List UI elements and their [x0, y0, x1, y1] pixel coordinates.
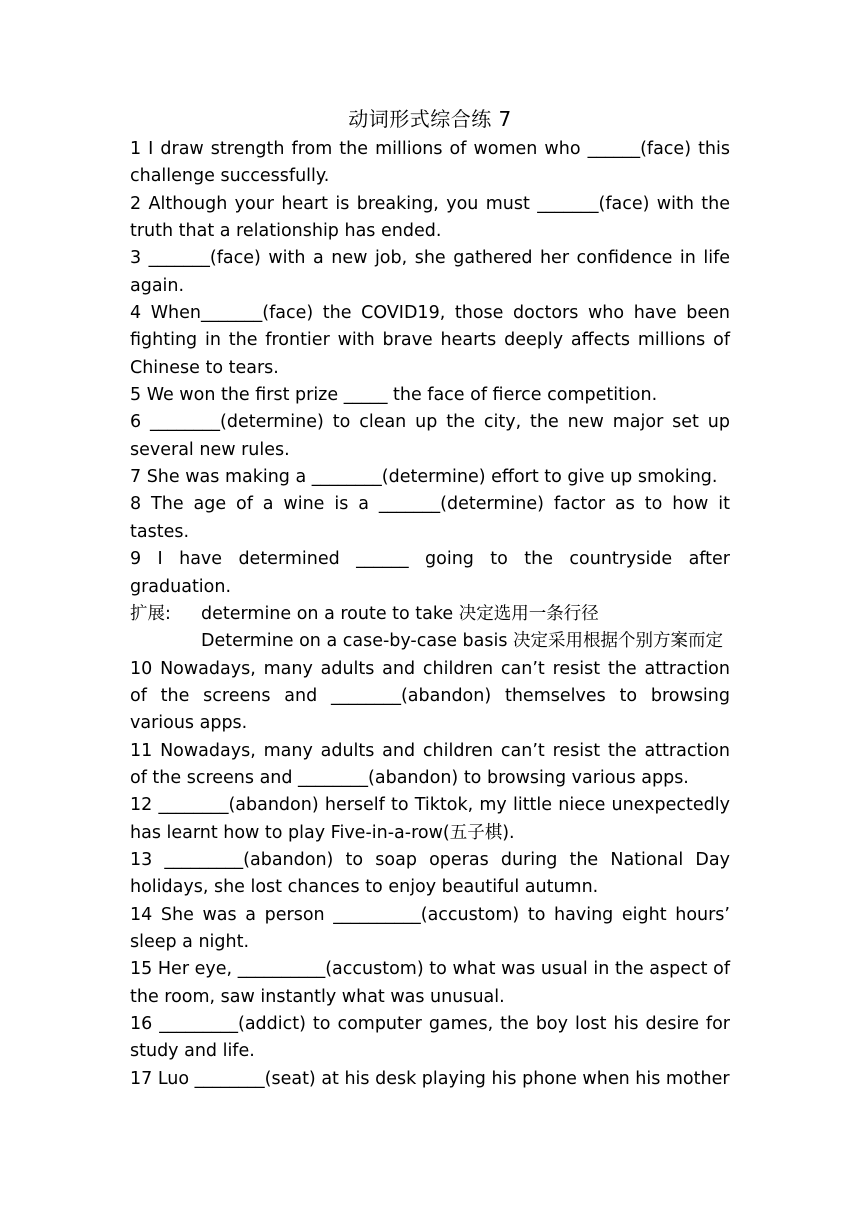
- extension-line-1: determine on a route to take 决定选用一条行径: [201, 603, 599, 624]
- extension-label: 扩展:: [130, 603, 171, 624]
- question-2: 2 Although your heart is breaking, you must _______(face) with the truth that a relationship has ended.: [130, 193, 730, 242]
- question-9: 9 I have determined ______ going to the countryside after graduation.: [130, 549, 730, 597]
- question-12: 12 ________(abandon) herself to Tiktok, my little niece unexpectedly has learnt how to play Five-in-a-row(五子棋).: [130, 795, 730, 843]
- question-4: 4 When_______(face) the COVID19, those doctors who have been fighting in the frontier with brave hearts deeply affects millions of Chinese to tears.: [130, 303, 730, 378]
- page-title: 动词形式综合练 7: [348, 107, 512, 131]
- question-16: 16 _________(addict) to computer games, the boy lost his desire for study and life.: [130, 1014, 730, 1062]
- question-6: 6 ________(determine) to clean up the city, the new major set up several new rules.: [130, 412, 730, 460]
- question-8: 8 The age of a wine is a _______(determine) factor as to how it tastes.: [130, 494, 730, 542]
- extension-line-2: Determine on a case-by-case basis 决定采用根据个别方案而定: [201, 631, 724, 652]
- question-10: 10 Nowadays, many adults and children can’t resist the attraction of the screens and ________(abandon) themselves to browsing various apps.: [130, 658, 730, 734]
- question-17: 17 Luo ________(seat) at his desk playing his phone when his mother: [130, 1068, 730, 1089]
- question-7: 7 She was making a ________(determine) effort to give up smoking.: [130, 467, 718, 488]
- question-11: 11 Nowadays, many adults and children can’t resist the attraction of the screens and ________(abandon) to browsing various apps.: [130, 740, 730, 788]
- extension-row-1: [130, 601, 730, 628]
- question-14: 14 She was a person __________(accustom) to having eight hours’ sleep a night.: [130, 904, 730, 952]
- question-1: 1 I draw strength from the millions of women who ______(face) this challenge successfully.: [130, 139, 730, 187]
- question-5: 5 We won the first prize _____ the face of fierce competition.: [130, 385, 658, 406]
- question-15: 15 Her eye, __________(accustom) to what was usual in the aspect of the room, saw instantly what was unusual.: [130, 959, 730, 1007]
- question-13: 13 _________(abandon) to soap operas during the National Day holidays, she lost chances to enjoy beautiful autumn.: [130, 849, 730, 898]
- document-page: [130, 104, 730, 1093]
- question-3: 3 _______(face) with a new job, she gathered her confidence in life again.: [130, 248, 730, 296]
